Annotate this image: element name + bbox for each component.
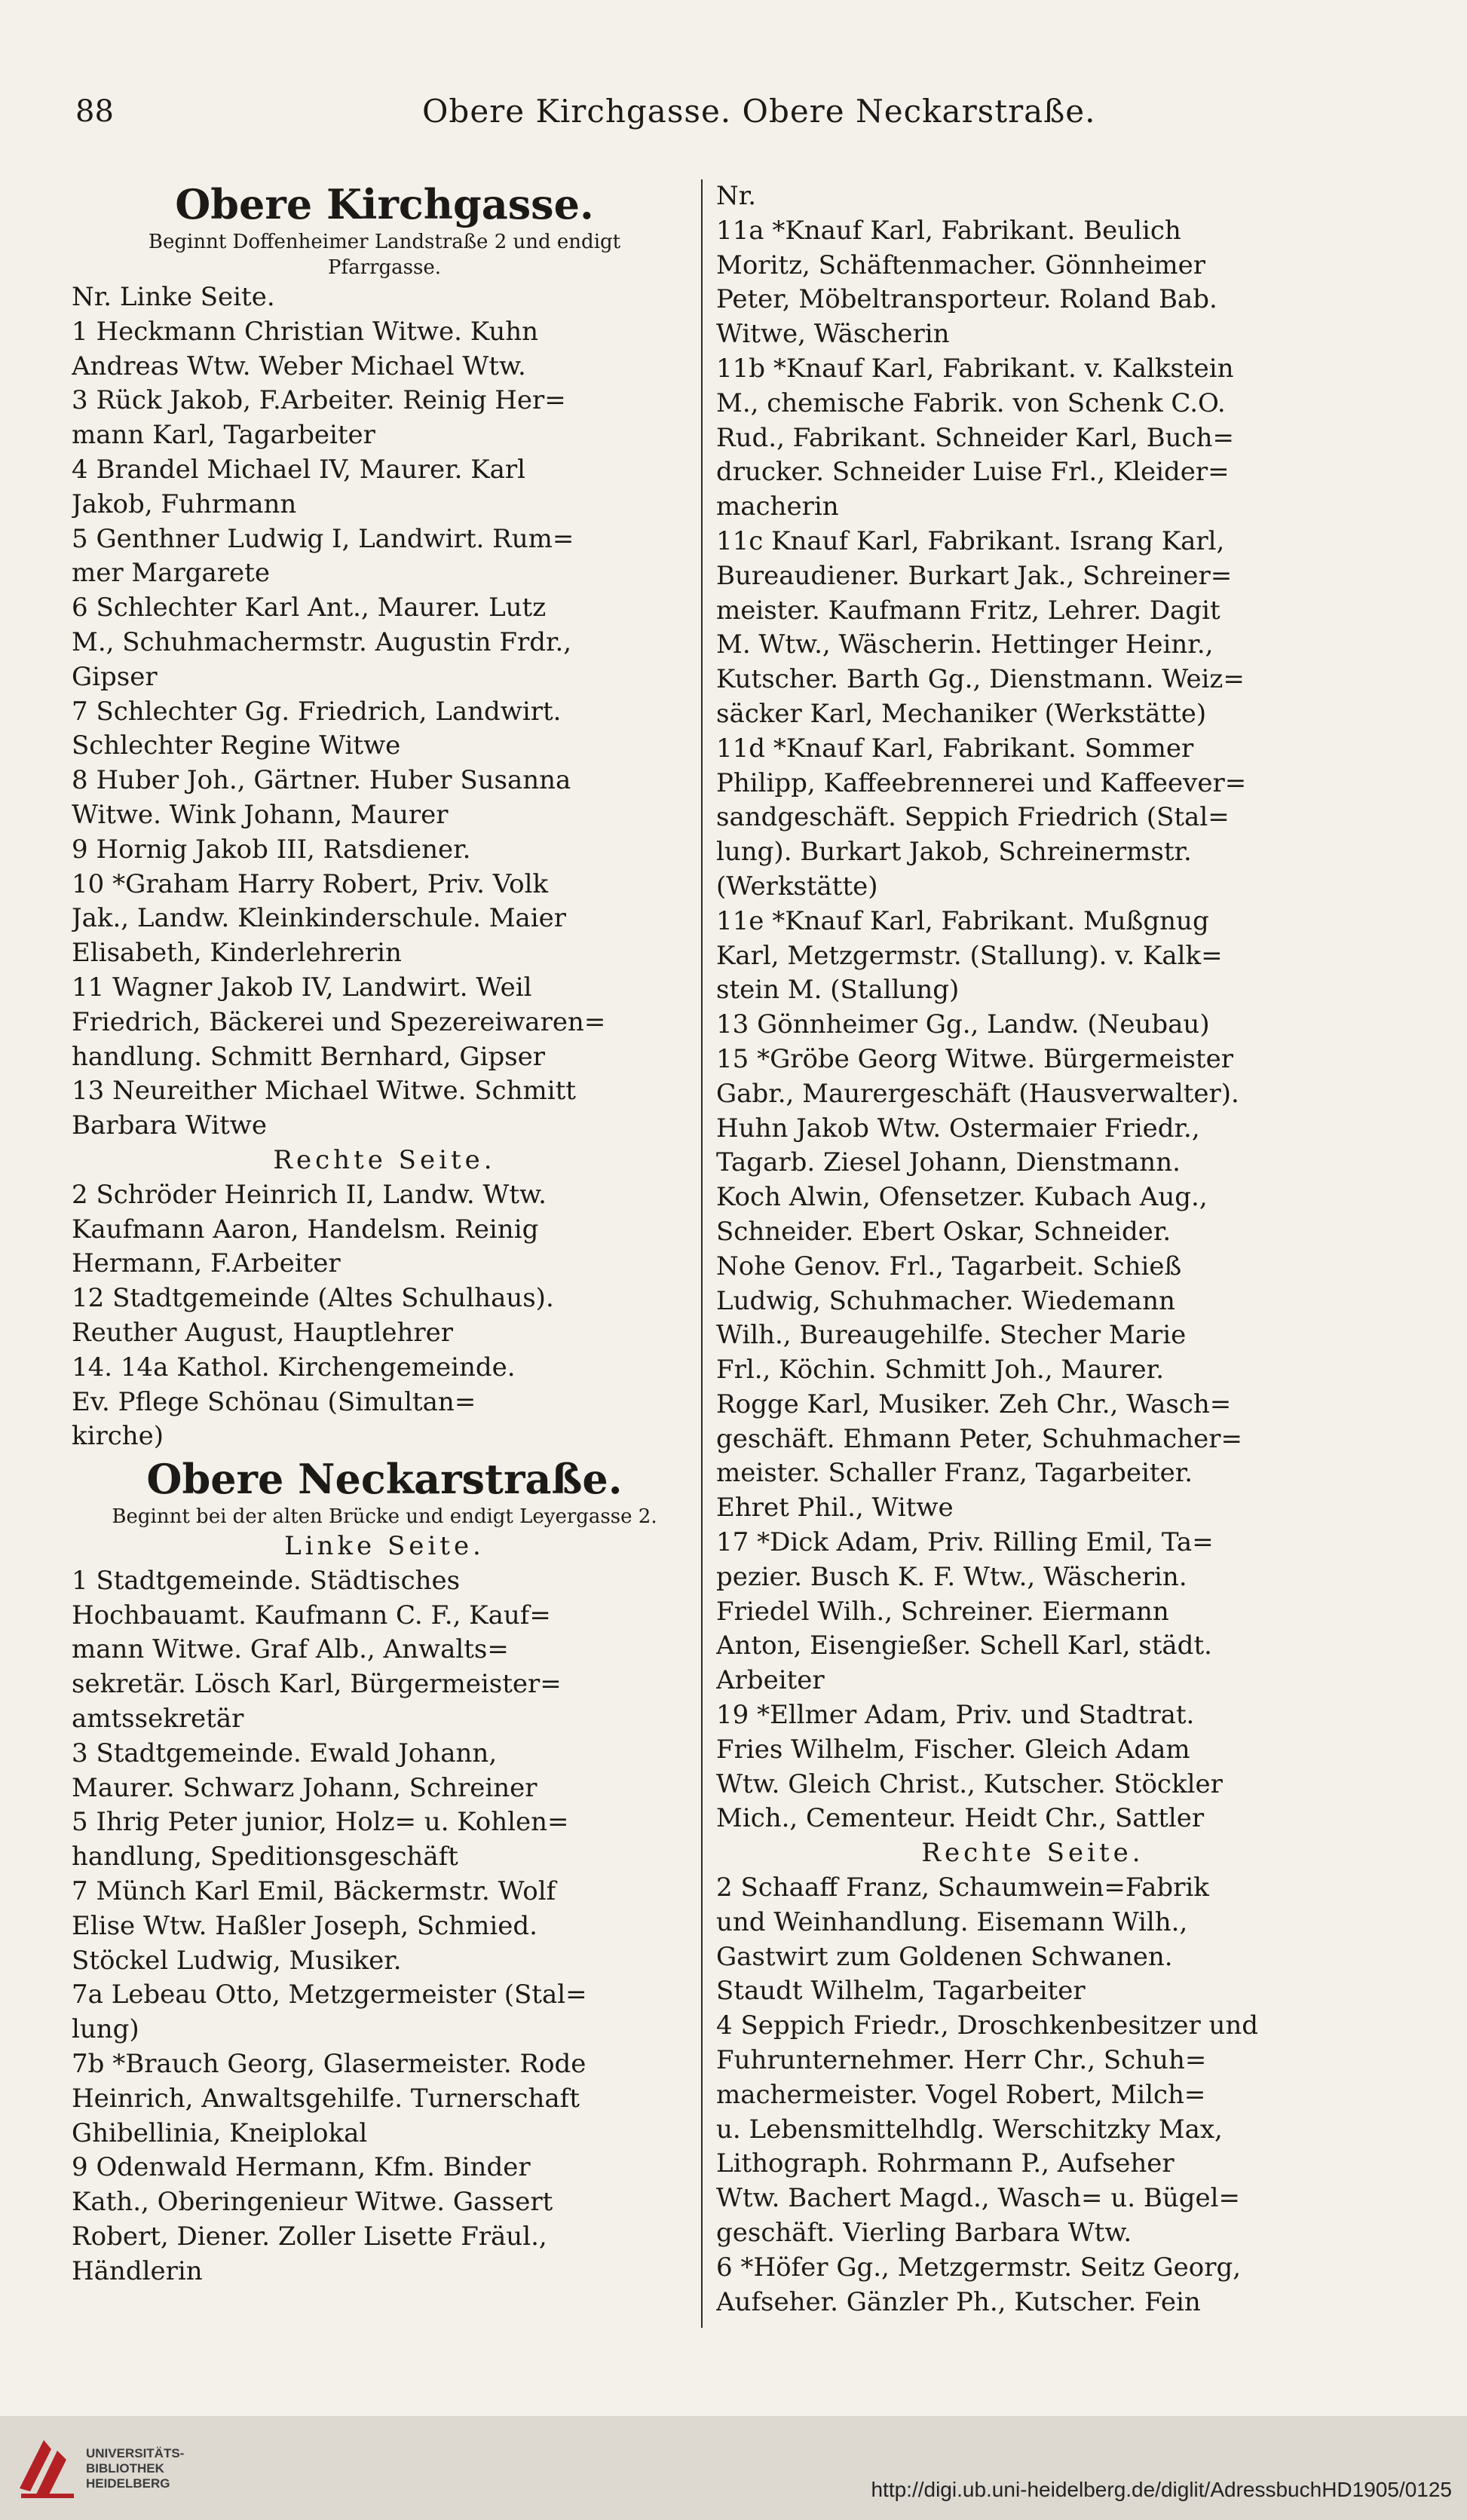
directory-line: meister. Kaufmann Fritz, Lehrer. Dagit	[716, 595, 1220, 626]
directory-line: Friedrich, Bäckerei und Spezereiwaren=	[72, 1006, 606, 1037]
directory-line: Wtw. Bachert Magd., Wasch= u. Bügel=	[716, 2183, 1240, 2214]
directory-line: Moritz, Schäftenmacher. Gönnheimer	[716, 250, 1206, 280]
directory-line: Fuhrunternehmer. Herr Chr., Schuh=	[716, 2045, 1207, 2076]
directory-line: Nohe Genov. Frl., Tagarbeit. Schieß	[716, 1251, 1182, 1281]
directory-line: 6 *Höfer Gg., Metzgermstr. Seitz Georg,	[716, 2252, 1242, 2283]
directory-line: 4 Seppich Friedr., Droschkenbesitzer und	[716, 2010, 1259, 2041]
directory-line: Philipp, Kaffeebrennerei und Kaffeever=	[716, 767, 1247, 798]
street-description: Pfarrgasse.	[328, 256, 441, 279]
directory-line: macherin	[716, 491, 839, 522]
directory-line: Rogge Karl, Musiker. Zeh Chr., Wasch=	[716, 1389, 1232, 1419]
directory-line: Bureaudiener. Burkart Jak., Schreiner=	[716, 560, 1233, 591]
logo-line: UNIVERSITÄTS-	[86, 2446, 185, 2460]
directory-line: 7b *Brauch Georg, Glasermeister. Rode	[72, 2049, 586, 2080]
directory-line: (Werkstätte)	[716, 871, 878, 902]
side-heading: Linke Seite.	[284, 1531, 485, 1562]
directory-line: Nr. Linke Seite.	[72, 282, 275, 312]
directory-line: 15 *Gröbe Georg Witwe. Bürgermeister	[716, 1043, 1233, 1074]
directory-line: drucker. Schneider Luise Frl., Kleider=	[716, 457, 1230, 488]
directory-line: 9 Odenwald Hermann, Kfm. Binder	[72, 2152, 531, 2183]
directory-line: Ev. Pflege Schönau (Simultan=	[72, 1386, 476, 1417]
directory-line: 7a Lebeau Otto, Metzgermeister (Stal=	[72, 1980, 587, 2010]
logo-line: HEIDELBERG	[86, 2476, 170, 2491]
directory-line: Andreas Wtw. Weber Michael Wtw.	[72, 351, 526, 381]
directory-line: 6 Schlechter Karl Ant., Maurer. Lutz	[72, 592, 547, 623]
directory-line: geschäft. Ehmann Peter, Schuhmacher=	[716, 1423, 1242, 1454]
directory-line: Karl, Metzgermstr. (Stallung). v. Kalk=	[716, 940, 1223, 971]
directory-line: mer Margarete	[72, 558, 270, 589]
directory-line: Witwe, Wäscherin	[716, 319, 950, 350]
page-number: 88	[75, 94, 114, 129]
directory-line: lung)	[72, 2014, 139, 2045]
source-url[interactable]: http://digi.ub.uni-heidelberg.de/diglit/AdressbuchHD1905/0125	[871, 2478, 1452, 2501]
directory-line: Kutscher. Barth Gg., Dienstmann. Weiz=	[716, 664, 1245, 695]
directory-line: Wtw. Gleich Christ., Kutscher. Stöckler	[716, 1768, 1223, 1799]
directory-line: Aufseher. Gänzler Ph., Kutscher. Fein	[716, 2286, 1201, 2317]
directory-line: 10 *Graham Harry Robert, Priv. Volk	[72, 868, 549, 899]
directory-line: Gabr., Maurergeschäft (Hausverwalter).	[716, 1078, 1239, 1109]
directory-line: 11b *Knauf Karl, Fabrikant. v. Kalkstein	[716, 353, 1234, 384]
directory-line: Barbara Witwe	[72, 1110, 267, 1141]
directory-line: Gipser	[72, 661, 158, 692]
right-column	[716, 179, 1349, 2412]
side-heading: Rechte Seite.	[921, 1838, 1144, 1869]
directory-line: pezier. Busch K. F. Wtw., Wäscherin.	[716, 1561, 1187, 1592]
directory-line: 5 Genthner Ludwig I, Landwirt. Rum=	[72, 523, 574, 554]
side-heading: Rechte Seite.	[273, 1144, 496, 1175]
directory-line: Händlerin	[72, 2255, 203, 2286]
directory-line: Kath., Oberingenieur Witwe. Gassert	[72, 2187, 553, 2218]
directory-line: Huhn Jakob Wtw. Ostermaier Friedr.,	[716, 1113, 1200, 1144]
directory-line: 12 Stadtgemeinde (Altes Schulhaus).	[72, 1283, 554, 1314]
directory-line: Jakob, Fuhrmann	[72, 488, 297, 519]
directory-line: Maurer. Schwarz Johann, Schreiner	[72, 1772, 537, 1803]
street-description: Beginnt bei der alten Brücke und endigt Leyergasse 2.	[112, 1505, 657, 1529]
directory-line: Elisabeth, Kinderlehrerin	[72, 938, 402, 969]
directory-line: Ludwig, Schuhmacher. Wiedemann	[716, 1285, 1175, 1316]
left-column	[72, 179, 697, 2412]
column-divider	[701, 179, 703, 2328]
directory-line: M., Schuhmachermstr. Augustin Frdr.,	[72, 626, 572, 657]
directory-line: geschäft. Vierling Barbara Wtw.	[716, 2218, 1132, 2249]
directory-line: Kaufmann Aaron, Handelsm. Reinig	[72, 1214, 539, 1245]
library-logo[interactable]	[14, 2433, 194, 2502]
directory-line: meister. Schaller Franz, Tagarbeiter.	[716, 1458, 1193, 1489]
directory-line: Mich., Cementeur. Heidt Chr., Sattler	[716, 1803, 1205, 1834]
directory-line: 17 *Dick Adam, Priv. Rilling Emil, Ta=	[716, 1527, 1214, 1558]
directory-line: sekretär. Lösch Karl, Bürgermeister=	[72, 1669, 562, 1700]
directory-line: Staudt Wilhelm, Tagarbeiter	[716, 1976, 1086, 2007]
directory-line: Koch Alwin, Ofensetzer. Kubach Aug.,	[716, 1182, 1208, 1213]
directory-line: 3 Rück Jakob, F.Arbeiter. Reinig Her=	[72, 385, 566, 416]
directory-line: mann Witwe. Graf Alb., Anwalts=	[72, 1634, 509, 1665]
directory-line: M. Wtw., Wäscherin. Hettinger Heinr.,	[716, 629, 1214, 660]
directory-line: säcker Karl, Mechaniker (Werkstätte)	[716, 698, 1207, 729]
directory-line: 11 Wagner Jakob IV, Landwirt. Weil	[72, 972, 532, 1003]
directory-line: 1 Stadtgemeinde. Städtisches	[72, 1565, 461, 1596]
directory-line: Frl., Köchin. Schmitt Joh., Maurer.	[716, 1355, 1165, 1386]
directory-line: Reuther August, Hauptlehrer	[72, 1317, 453, 1348]
library-logo-text	[86, 2446, 184, 2491]
directory-line: handlung. Schmitt Bernhard, Gipser	[72, 1041, 546, 1072]
directory-line: u. Lebensmittelhdlg. Werschitzky Max,	[716, 2114, 1223, 2145]
directory-line: amtssekretär	[72, 1704, 244, 1735]
directory-line: 3 Stadtgemeinde. Ewald Johann,	[72, 1738, 498, 1768]
directory-line: 13 Neureither Michael Witwe. Schmitt	[72, 1076, 576, 1107]
directory-line: 9 Hornig Jakob III, Ratsdiener.	[72, 834, 471, 865]
directory-line: Anton, Eisengießer. Schell Karl, städt.	[716, 1630, 1212, 1661]
directory-line: 7 Münch Karl Emil, Bäckermstr. Wolf	[72, 1876, 556, 1907]
directory-line: Robert, Diener. Zoller Lisette Fräul.,	[72, 2221, 547, 2252]
directory-line: Arbeiter	[716, 1665, 825, 1696]
directory-line: Heinrich, Anwaltsgehilfe. Turnerschaft	[72, 2083, 580, 2114]
directory-line: machermeister. Vogel Robert, Milch=	[716, 2079, 1206, 2110]
directory-line: sandgeschäft. Seppich Friedrich (Stal=	[716, 802, 1230, 833]
page-header	[0, 89, 1467, 134]
directory-line: kirche)	[72, 1421, 164, 1452]
directory-line: 13 Gönnheimer Gg., Landw. (Neubau)	[716, 1009, 1210, 1040]
directory-line: Ghibellinia, Kneiplokal	[72, 2117, 368, 2148]
directory-line: 11e *Knauf Karl, Fabrikant. Mußgnug	[716, 905, 1209, 936]
directory-line: 11a *Knauf Karl, Fabrikant. Beulich	[716, 215, 1181, 246]
directory-line: Lithograph. Rohrmann P., Aufseher	[716, 2148, 1175, 2179]
directory-line: 8 Huber Joh., Gärtner. Huber Susanna	[72, 765, 571, 796]
directory-line: Ehret Phil., Witwe	[716, 1493, 954, 1523]
street-heading: Obere Neckarstraße.	[146, 1455, 623, 1504]
directory-line: 11c Knauf Karl, Fabrikant. Israng Karl,	[716, 525, 1225, 556]
directory-line: 1 Heckmann Christian Witwe. Kuhn	[72, 316, 539, 347]
directory-line: und Weinhandlung. Eisemann Wilh.,	[716, 1906, 1188, 1937]
directory-line: Elise Wtw. Haßler Joseph, Schmied.	[72, 1910, 537, 1941]
directory-line: 2 Schröder Heinrich II, Landw. Wtw.	[72, 1179, 547, 1210]
directory-line: stein M. (Stallung)	[716, 975, 960, 1006]
street-description: Beginnt Doffenheimer Landstraße 2 und endigt	[148, 231, 621, 253]
street-heading: Obere Kirchgasse.	[175, 180, 594, 228]
directory-line: lung). Burkart Jakob, Schreinermstr.	[716, 837, 1192, 868]
directory-line: Stöckel Ludwig, Musiker.	[72, 1945, 402, 1976]
directory-line: Friedel Wilh., Schreiner. Eiermann	[716, 1596, 1169, 1627]
directory-line: handlung, Speditionsgeschäft	[72, 1842, 458, 1872]
directory-line: Schneider. Ebert Oskar, Schneider.	[716, 1216, 1171, 1247]
directory-line: Peter, Möbeltransporteur. Roland Bab.	[716, 284, 1217, 315]
directory-line: Gastwirt zum Goldenen Schwanen.	[716, 1941, 1173, 1972]
directory-line: 14. 14a Kathol. Kirchengemeinde.	[72, 1352, 516, 1382]
directory-line: Schlechter Regine Witwe	[72, 730, 401, 761]
directory-line: Nr.	[716, 181, 757, 211]
directory-line: 4 Brandel Michael IV, Maurer. Karl	[72, 454, 526, 485]
directory-line: 5 Ihrig Peter junior, Holz= u. Kohlen=	[72, 1807, 569, 1838]
directory-line: 7 Schlechter Gg. Friedrich, Landwirt.	[72, 696, 562, 727]
directory-line: M., chemische Fabrik. von Schenk C.O.	[716, 387, 1226, 418]
directory-line: 11d *Knauf Karl, Fabrikant. Sommer	[716, 733, 1194, 764]
directory-line: Jak., Landw. Kleinkinderschule. Maier	[72, 903, 567, 934]
directory-line: Hermann, F.Arbeiter	[72, 1248, 341, 1279]
directory-line: Hochbauamt. Kaufmann C. F., Kauf=	[72, 1600, 551, 1630]
logo-line: BIBLIOTHEK	[86, 2461, 164, 2476]
library-logo-icon	[14, 2433, 80, 2502]
directory-line: Wilh., Bureaugehilfe. Stecher Marie	[716, 1320, 1187, 1351]
directory-line: Fries Wilhelm, Fischer. Gleich Adam	[716, 1734, 1190, 1765]
directory-line: Witwe. Wink Johann, Maurer	[72, 799, 449, 830]
directory-line: 2 Schaaff Franz, Schaumwein=Fabrik	[716, 1872, 1209, 1903]
directory-line: mann Karl, Tagarbeiter	[72, 420, 375, 451]
running-title: Obere Kirchgasse. Obere Neckarstraße.	[422, 93, 1096, 130]
directory-line: Tagarb. Ziesel Johann, Dienstmann.	[716, 1147, 1181, 1178]
directory-line: 19 *Ellmer Adam, Priv. und Stadtrat.	[716, 1700, 1195, 1731]
directory-line: Rud., Fabrikant. Schneider Karl, Buch=	[716, 422, 1234, 453]
footer-bar	[0, 2416, 1467, 2520]
